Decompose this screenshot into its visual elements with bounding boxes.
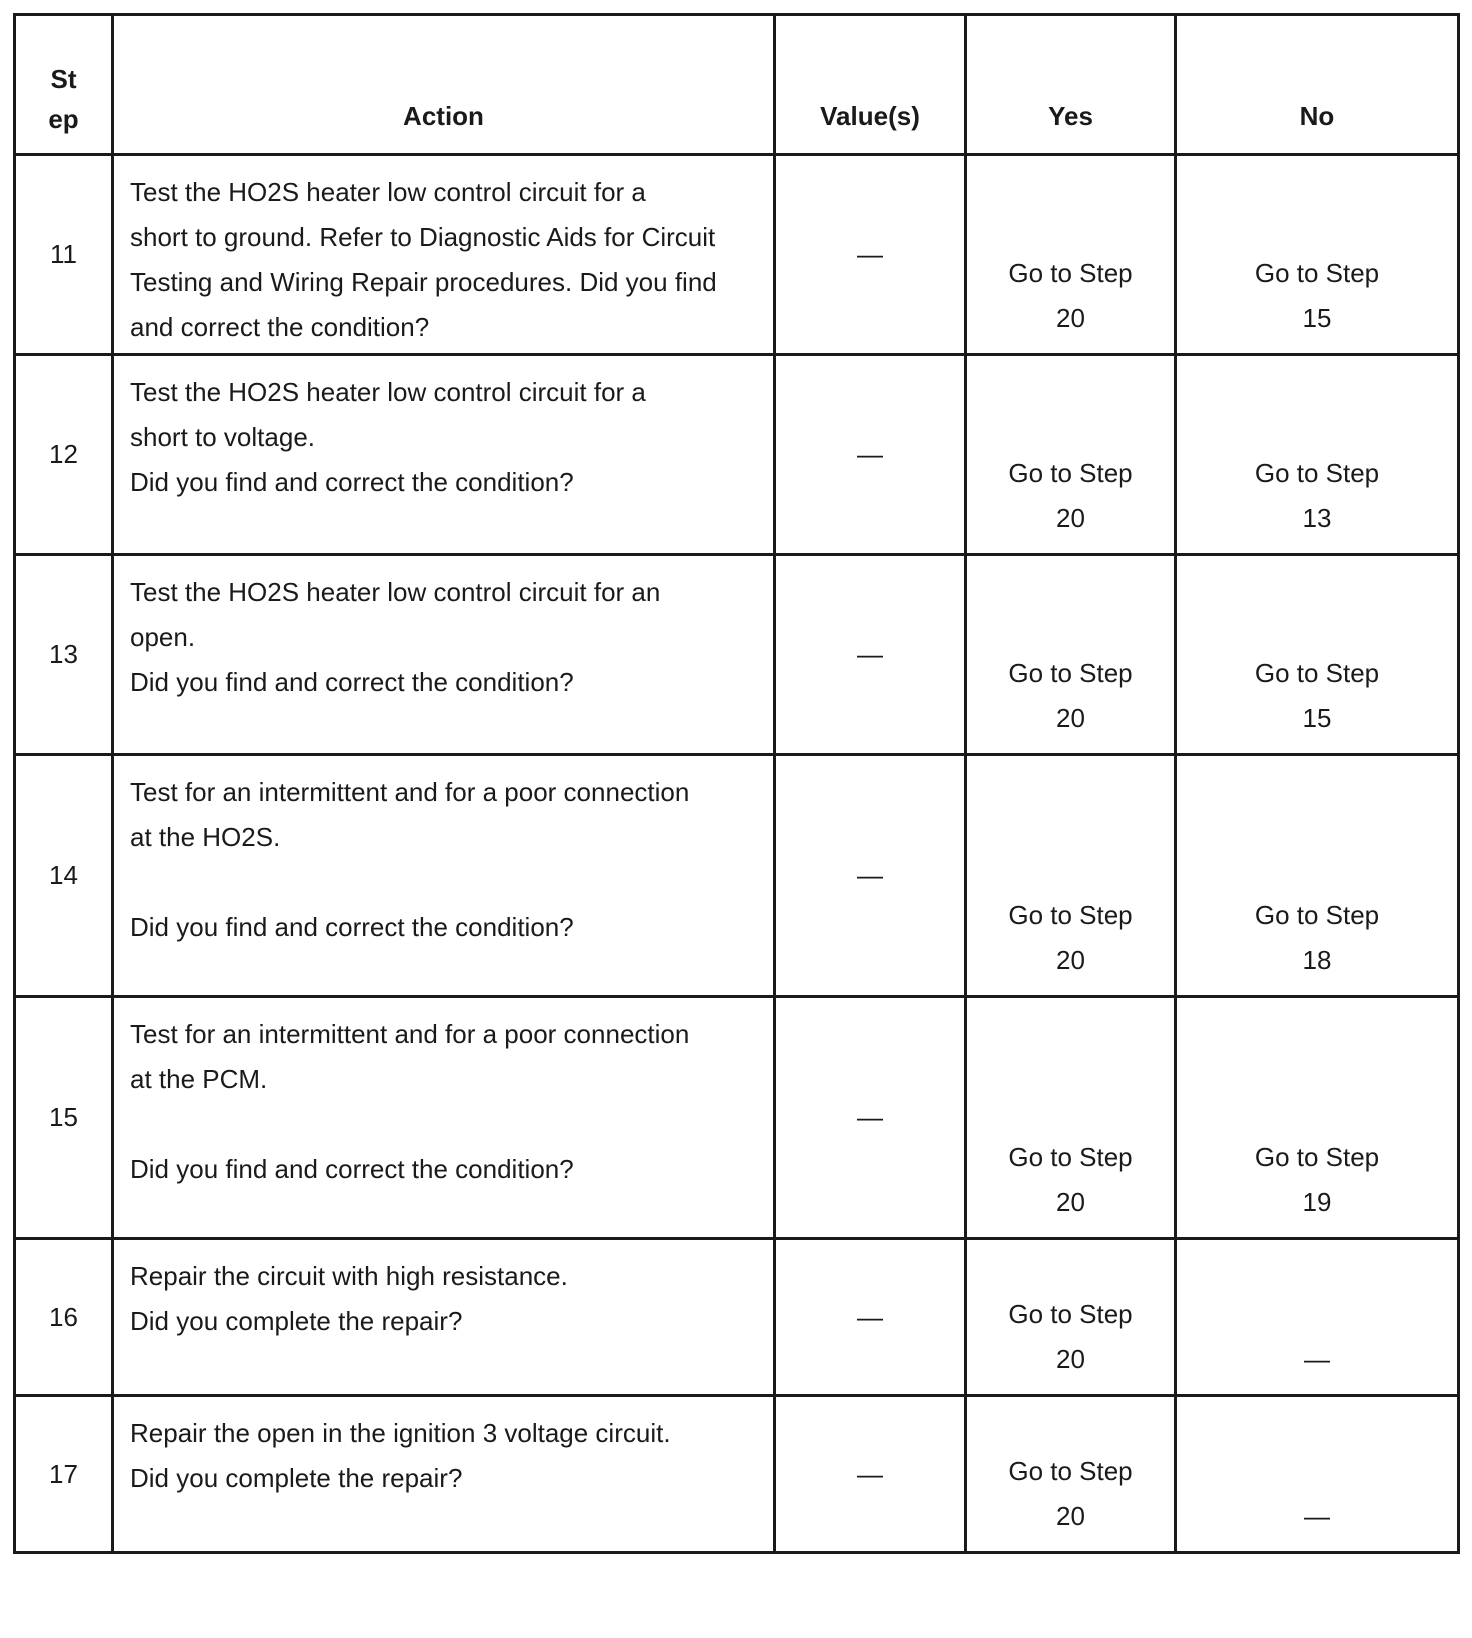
no-cell (1176, 355, 1459, 555)
goto-line: 20 (1056, 703, 1085, 733)
step-header: St ep (15, 15, 113, 155)
goto-line: Go to Step (1254, 658, 1380, 688)
action-line: open. (130, 622, 196, 652)
diagnostic-table (13, 13, 1460, 1554)
goto-line: Go to Step (1254, 258, 1380, 288)
yes-cell (966, 1239, 1176, 1396)
action-line: Test the HO2S heater low control circuit for an (130, 577, 661, 607)
table-row (15, 355, 1459, 555)
no-cell (1176, 155, 1459, 355)
action-line: Test for an intermittent and for a poor connection (130, 777, 690, 807)
goto-line: 20 (1056, 1501, 1085, 1531)
goto-line: Go to Step (1008, 458, 1133, 488)
no-cell (1176, 997, 1459, 1239)
value-cell: — (775, 997, 966, 1239)
step-number: 12 (15, 355, 113, 555)
action-line: short to ground. Refer to Diagnostic Aids for Circuit (130, 222, 716, 252)
goto-line: 20 (1056, 1187, 1085, 1217)
yes-cell (966, 355, 1176, 555)
no-cell (1176, 555, 1459, 755)
table-row (15, 155, 1459, 355)
action-line: Did you complete the repair? (130, 1306, 463, 1336)
action-line: Did you find and correct the condition? (130, 1154, 574, 1184)
goto-line: Go to Step (1008, 1299, 1133, 1329)
table-row (15, 1396, 1459, 1553)
goto-line: — (1304, 1344, 1330, 1374)
action-line (130, 860, 763, 905)
action-line: at the PCM. (130, 1064, 268, 1094)
value-cell: — (775, 355, 966, 555)
yes-header: Yes (966, 15, 1176, 155)
action-cell (113, 355, 775, 555)
action-line: short to voltage. (130, 422, 315, 452)
value-cell: — (775, 755, 966, 997)
goto-line: 20 (1056, 303, 1085, 333)
action-cell (113, 155, 775, 355)
no-header: No (1176, 15, 1459, 155)
action-line (130, 1102, 763, 1147)
action-line: Did you find and correct the condition? (130, 912, 574, 942)
action-line: Did you find and correct the condition? (130, 467, 574, 497)
step-number: 15 (15, 997, 113, 1239)
yes-cell (966, 997, 1176, 1239)
values-header: Value(s) (775, 15, 966, 155)
action-line: and correct the condition? (130, 312, 430, 342)
step-number: 13 (15, 555, 113, 755)
step-number: 11 (15, 155, 113, 355)
no-cell (1176, 1239, 1459, 1396)
action-cell (113, 997, 775, 1239)
step-number: 16 (15, 1239, 113, 1396)
action-cell (113, 1239, 775, 1396)
value-cell: — (775, 1396, 966, 1553)
yes-cell (966, 155, 1176, 355)
goto-line: 20 (1056, 503, 1085, 533)
goto-line: Go to Step (1008, 1456, 1133, 1486)
step-number: 17 (15, 1396, 113, 1553)
header-row (15, 15, 1459, 155)
action-line: Did you complete the repair? (130, 1463, 463, 1493)
action-line: Repair the circuit with high resistance. (130, 1261, 568, 1291)
goto-line: Go to Step (1008, 258, 1133, 288)
yes-cell (966, 755, 1176, 997)
yes-cell (966, 555, 1176, 755)
table-row (15, 555, 1459, 755)
goto-line: Go to Step (1008, 1142, 1133, 1172)
no-cell (1176, 755, 1459, 997)
action-line: Repair the open in the ignition 3 voltage circuit. (130, 1418, 671, 1448)
value-cell: — (775, 155, 966, 355)
goto-line: 20 (1056, 945, 1085, 975)
goto-line: Go to Step (1008, 900, 1133, 930)
goto-line: 20 (1056, 1344, 1085, 1374)
action-cell (113, 1396, 775, 1553)
yes-cell (966, 1396, 1176, 1553)
goto-line: — (1304, 1501, 1330, 1531)
goto-line: Go to Step (1008, 658, 1133, 688)
goto-line: 19 (1302, 1187, 1332, 1217)
goto-line: 13 (1302, 503, 1332, 533)
action-line: Test for an intermittent and for a poor connection (130, 1019, 690, 1049)
table-row (15, 755, 1459, 997)
action-line: Test the HO2S heater low control circuit for a (130, 377, 646, 407)
action-line: Did you find and correct the condition? (130, 667, 574, 697)
value-cell: — (775, 555, 966, 755)
action-line: at the HO2S. (130, 822, 281, 852)
action-line: Test the HO2S heater low control circuit for a (130, 177, 646, 207)
value-cell: — (775, 1239, 966, 1396)
action-cell (113, 555, 775, 755)
table-row (15, 1239, 1459, 1396)
action-header: Action (113, 15, 775, 155)
goto-line: Go to Step (1254, 1142, 1380, 1172)
goto-line: 18 (1302, 945, 1332, 975)
goto-line: Go to Step (1254, 458, 1380, 488)
goto-line: Go to Step (1254, 900, 1380, 930)
action-cell (113, 755, 775, 997)
step-number: 14 (15, 755, 113, 997)
action-line: Testing and Wiring Repair procedures. Did you find (130, 267, 717, 297)
goto-line: 15 (1302, 303, 1332, 333)
no-cell (1176, 1396, 1459, 1553)
table-row (15, 997, 1459, 1239)
goto-line: 15 (1302, 703, 1332, 733)
